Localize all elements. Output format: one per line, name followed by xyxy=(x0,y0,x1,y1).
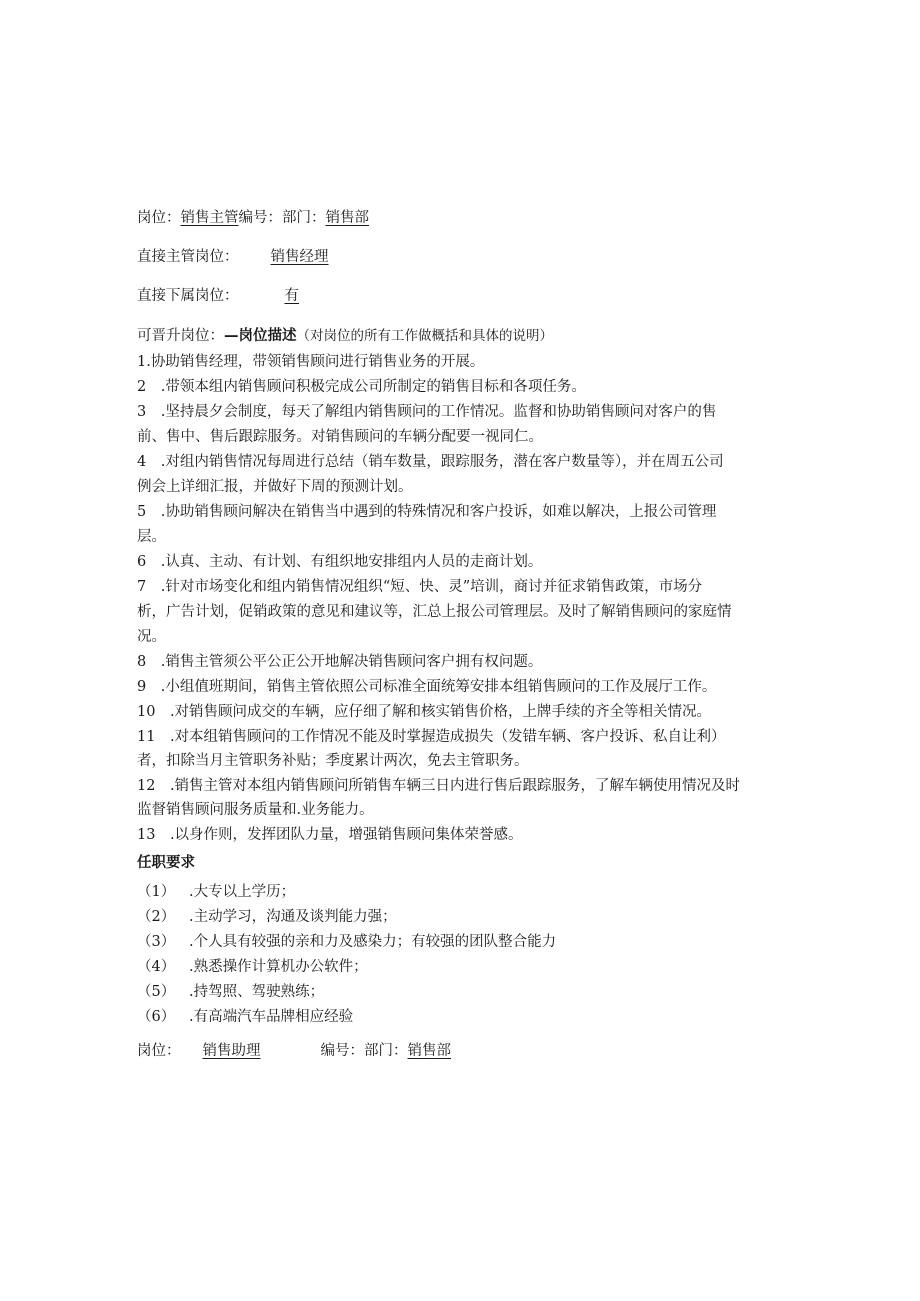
requirement-number: （3） xyxy=(137,934,176,950)
supervisor-value: 销售经理 xyxy=(270,249,329,265)
duty-line: 者，扣除当月主管职务补贴；季度累计两次，免去主管职务。 xyxy=(137,753,529,769)
requirement-item xyxy=(137,932,556,952)
duty-line: 7 .针对市场变化和组内销售情况组织“短、快、灵”培训，商讨并征求销售政策，市场分 xyxy=(137,579,703,595)
duty-line: 1.协助销售经理，带领销售顾问进行销售业务的开展。 xyxy=(137,354,485,370)
post-header-line xyxy=(137,208,369,228)
duty-line: 4 .对组内销售情况每周进行总结（销车数量，跟踪服务，潜在客户数量等），并在周五公司 xyxy=(137,454,724,470)
supervisor-line xyxy=(137,247,329,267)
duty-line: 监督销售顾问服务质量和.业务能力。 xyxy=(137,802,374,818)
dept-value: 销售部 xyxy=(407,1043,451,1059)
requirement-text: .熟悉操作计算机办公软件； xyxy=(189,959,368,975)
promotion-label: 可晋升岗位： xyxy=(137,328,224,344)
duty-line: 3 .坚持晨夕会制度，每天了解组内销售顾问的工作情况。监督和协助销售顾问对客户的售 xyxy=(137,404,717,420)
duty-line: 例会上详细汇报，并做好下周的预测计划。 xyxy=(137,479,413,495)
requirement-number: （4） xyxy=(137,959,176,975)
duty-line: 前、售中、售后跟踪服务。对销售顾问的车辆分配要一视同仁。 xyxy=(137,429,543,445)
requirement-item xyxy=(137,882,295,902)
requirement-text: .大专以上学历； xyxy=(189,884,296,900)
post-value: 销售助理 xyxy=(202,1043,261,1059)
duty-line: 13 .以身作则，发挥团队力量，增强销售顾问集体荣誉感。 xyxy=(137,827,523,843)
duty-line: 层。 xyxy=(137,529,166,545)
post-label: 岗位： xyxy=(137,1043,181,1059)
requirement-number: （1） xyxy=(137,884,176,900)
post-label: 岗位： xyxy=(137,210,181,226)
requirement-text: .个人具有较强的亲和力及感染力；有较强的团队整合能力 xyxy=(189,934,557,950)
supervisor-label: 直接主管岗位： xyxy=(137,249,239,265)
duty-line: 11 .对本组销售顾问的工作情况不能及时掌握造成损失（发错车辆、客户投诉、私自让利） xyxy=(137,729,726,745)
duty-line: 析，广告计划，促销政策的意见和建议等，汇总上报公司管理层。及时了解销售顾问的家庭情 xyxy=(137,604,732,620)
requirement-number: （6） xyxy=(137,1009,176,1025)
duty-line: 6 .认真、主动、有计划、有组织地安排组内人员的走商计划。 xyxy=(137,554,543,570)
requirement-item xyxy=(137,957,368,977)
requirements-heading: 任职要求 xyxy=(137,855,195,871)
post-header-line-2 xyxy=(137,1041,451,1061)
requirement-text: .主动学习，沟通及谈判能力强； xyxy=(189,909,397,925)
requirement-item xyxy=(137,982,324,1002)
subordinate-line xyxy=(137,286,299,306)
duty-line: 12 .销售主管对本组内销售顾问所销售车辆三日内进行售后跟踪服务，了解车辆使用情况及时 xyxy=(137,778,741,794)
duty-line: 9 .小组值班期间，销售主管依照公司标准全面统筹安排本组销售顾问的工作及展厅工作。 xyxy=(137,679,717,695)
duty-line: 10 .对销售顾问成交的车辆，应仔细了解和核实销售价格，上牌手续的齐全等相关情况。 xyxy=(137,704,712,720)
post-value: 销售主管 xyxy=(180,210,239,226)
requirement-number: （5） xyxy=(137,984,176,1000)
requirement-text: .持驾照、驾驶熟练； xyxy=(189,984,325,1000)
number-dept-label: 编号：部门： xyxy=(320,1043,408,1059)
subordinate-label: 直接下属岗位： xyxy=(137,288,239,304)
requirement-number: （2） xyxy=(137,909,176,925)
duty-line: 8 .销售主管须公平公正公开地解决销售顾问客户拥有权问题。 xyxy=(137,654,543,670)
dept-value: 销售部 xyxy=(325,210,369,226)
duty-line: 5 .协助销售顾问解决在销售当中遇到的特殊情况和客户投诉，如难以解决，上报公司管理 xyxy=(137,504,717,520)
promotion-line xyxy=(137,326,553,346)
description-heading: —岗位描述 xyxy=(224,328,297,344)
duty-line: 2 .带领本组内销售顾问积极完成公司所制定的销售目标和各项任务。 xyxy=(137,379,586,395)
description-note: （对岗位的所有工作做概括和具体的说明） xyxy=(296,328,553,344)
subordinate-value: 有 xyxy=(284,288,299,304)
number-dept-label: 编号：部门： xyxy=(238,210,326,226)
requirement-item xyxy=(137,1007,353,1027)
duty-line: 况。 xyxy=(137,629,166,645)
requirement-item xyxy=(137,907,397,927)
requirement-text: .有高端汽车品牌相应经验 xyxy=(189,1009,354,1025)
